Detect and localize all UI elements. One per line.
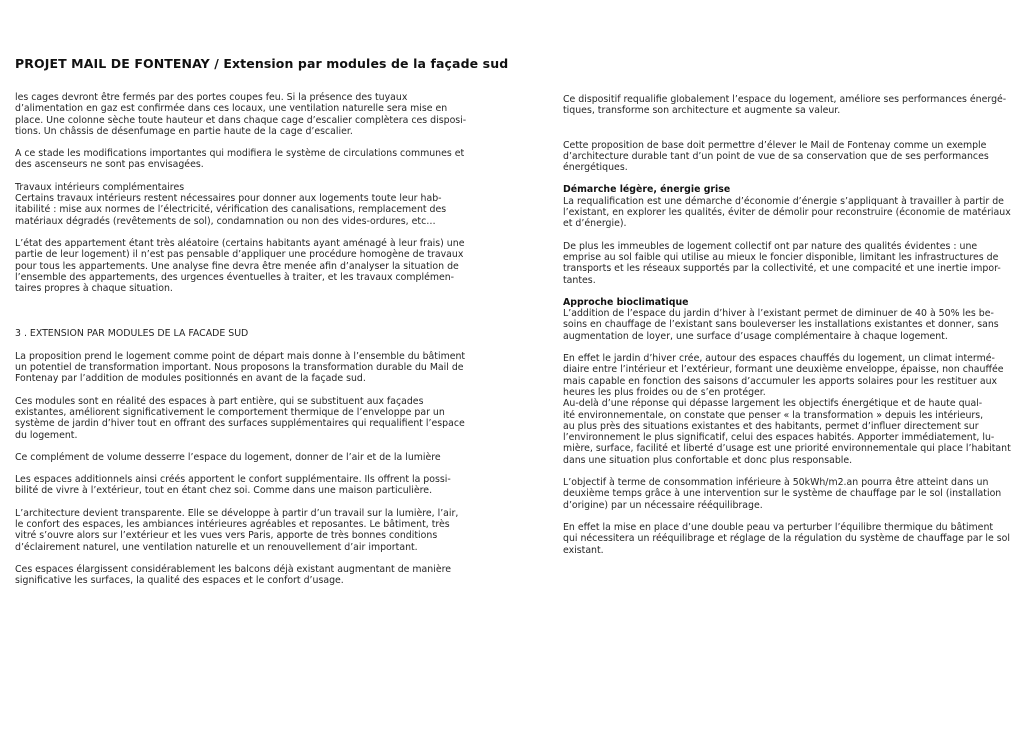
paragraph: Ces modules sont en réalité des espaces à part entière, qui se substituent aux façades existantes, améliorent significativement le comportement thermique de l’enveloppe par un système de jardin d’hiver tout en offrant des surfaces supplémentaires qui requalifient l’espace du logement. bbox=[15, 395, 465, 441]
paragraph: L’architecture devient transparente. Elle se développe à partir d’un travail sur la lumière, l’air, le confort des espaces, les ambiances intérieures agréables et reposantes. Le bâtiment, très vitré s’ouvre alors sur l’extérieur et les vues vers Paris, apporte de très bonnes conditions d’éclairement naturel, une ventilation naturelle et un renouvellement d’air important. bbox=[15, 507, 459, 553]
paragraph: Cette proposition de base doit permettre d’élever le Mail de Fontenay comme un exemple d’architecture durable tant d’un point de vue de sa conservation que de ses performances énergétiques. bbox=[563, 139, 989, 174]
paragraph: Ce dispositif requalifie globalement l’espace du logement, améliore ses performances énergé- tiques, transforme son architecture et augmente sa valeur. bbox=[563, 94, 1007, 117]
paragraph: L’addition de l’espace du jardin d’hiver à l’existant permet de diminuer de 40 à 50% les be- soins en chauffage de l’existant sans bouleverser les installations existantes et donner, sans augmentation de loyer, une surface d’usage complémentaire à chaque logement. bbox=[563, 308, 999, 342]
subheading: Approche bioclimatique bbox=[563, 296, 689, 308]
paragraph: Les espaces additionnels ainsi créés apportent le confort supplémentaire. Ils offrent la possi- bilité de vivre à l’extérieur, tout en étant chez soi. Comme dans une maison particulière. bbox=[15, 474, 451, 497]
paragraph: Certains travaux intérieurs restent nécessaires pour donner aux logements toute leur hab- itabilité : mise aux normes de l’électricité, vérification des canalisations, remplacement des matériaux dégradés (revêtements de sol), condamnation ou non des vides-ordures, etc… bbox=[15, 193, 447, 227]
paragraph: En effet la mise en place d’une double peau va perturber l’équilibre thermique du bâtiment qui nécessitera un rééquilibrage et réglage de la régulation du système de chauffage par le sol existant. bbox=[563, 521, 1010, 556]
section-heading: 3 . EXTENSION PAR MODULES DE LA FACADE SUD bbox=[15, 328, 249, 340]
paragraph: Ce complément de volume desserre l’espace du logement, donner de l’air et de la lumière bbox=[15, 451, 441, 463]
right-column bbox=[563, 94, 1015, 556]
subheading: Démarche légère, énergie grise bbox=[563, 184, 731, 196]
subheading: Travaux intérieurs complémentaires bbox=[15, 181, 185, 193]
left-column bbox=[15, 92, 467, 587]
paragraph: les cages devront être fermés par des portes coupes feu. Si la présence des tuyaux d’alimentation en gaz est confirmée dans ces locaux, une ventilation naturelle sera mise en place. Une colonne sèche toute hauteur et dans chaque cage d’escalier complètera ces disposi- tions. Un châssis de désenfumage en partie haute de la cage d’escalier. bbox=[15, 92, 467, 137]
paragraph: La proposition prend le logement comme point de départ mais donne à l’ensemble du bâtiment un potentiel de transformation important. Nous proposons la transformation durable du Mail de Fontenay par l’addition de modules positionnés en avant de la façade sud. bbox=[15, 350, 466, 385]
paragraph: En effet le jardin d’hiver crée, autour des espaces chauffés du logement, un climat intermé- diaire entre l’intérieur et l’extérieur, formant une deuxième enveloppe, épaisse, non chauffée mais capable en fonction des saisons d’accumuler les apports solaires pour les restituer aux heures les plus froides ou de s’en protéger. Au-delà d’une réponse qui dépasse largement les objectifs énergétique et de haute qual- ité environnementale, on constate que penser « la transformation » depuis les intérieurs, au plus près des situations existantes et des habitants, permet d’influer directement sur l’environnement le plus significatif, celui des espaces habités. Apporter immédiatement, lu- mière, surface, facilité et liberté d’usage est une priorité environnementale qui place l’habitant dans une situation plus confortable et donc plus responsable. bbox=[563, 353, 1011, 466]
page-title: PROJET MAIL DE FONTENAY / Extension par modules de la façade sud bbox=[15, 56, 509, 71]
paragraph: A ce stade les modifications importantes qui modifiera le système de circulations communes et des ascenseurs ne sont pas envisagées. bbox=[15, 148, 465, 171]
paragraph: De plus les immeubles de logement collectif ont par nature des qualités évidentes : une emprise au sol faible qui utilise au mieux le foncier disponible, limitant les infrastructures de transports et les réseaux supportés par la collectivité, et une compacité et une inertie impor- tantes. bbox=[563, 240, 1001, 286]
paragraph: L’état des appartement étant très aléatoire (certains habitants ayant aménagé à leur frais) une partie de leur logement) il n’est pas pensable d’appliquer une procédure homogène de travaux pour tous les appartements. Une analyse fine devra être menée afin d’analyser la situation de l’ensemble des appartements, des urgences éventuelles à traiter, et les travaux complémen- taires propres à chaque situation. bbox=[15, 237, 465, 295]
paragraph: Ces espaces élargissent considérablement les balcons déjà existant augmentant de manière significative les surfaces, la qualité des espaces et le confort d’usage. bbox=[15, 563, 452, 587]
paragraph: L’objectif à terme de consommation inférieure à 50kWh/m2.an pourra être atteint dans un deuxième temps grâce à une intervention sur le système de chauffage par le sol (installation d’origine) par un nécessaire rééquilibrage. bbox=[563, 477, 1002, 511]
paragraph: La requalification est une démarche d’économie d’énergie s’appliquant à travailler à partir de l’existant, en explorer les qualités, éviter de démolir pour reconstruire (économie de matériaux et d’énergie). bbox=[563, 195, 1011, 230]
